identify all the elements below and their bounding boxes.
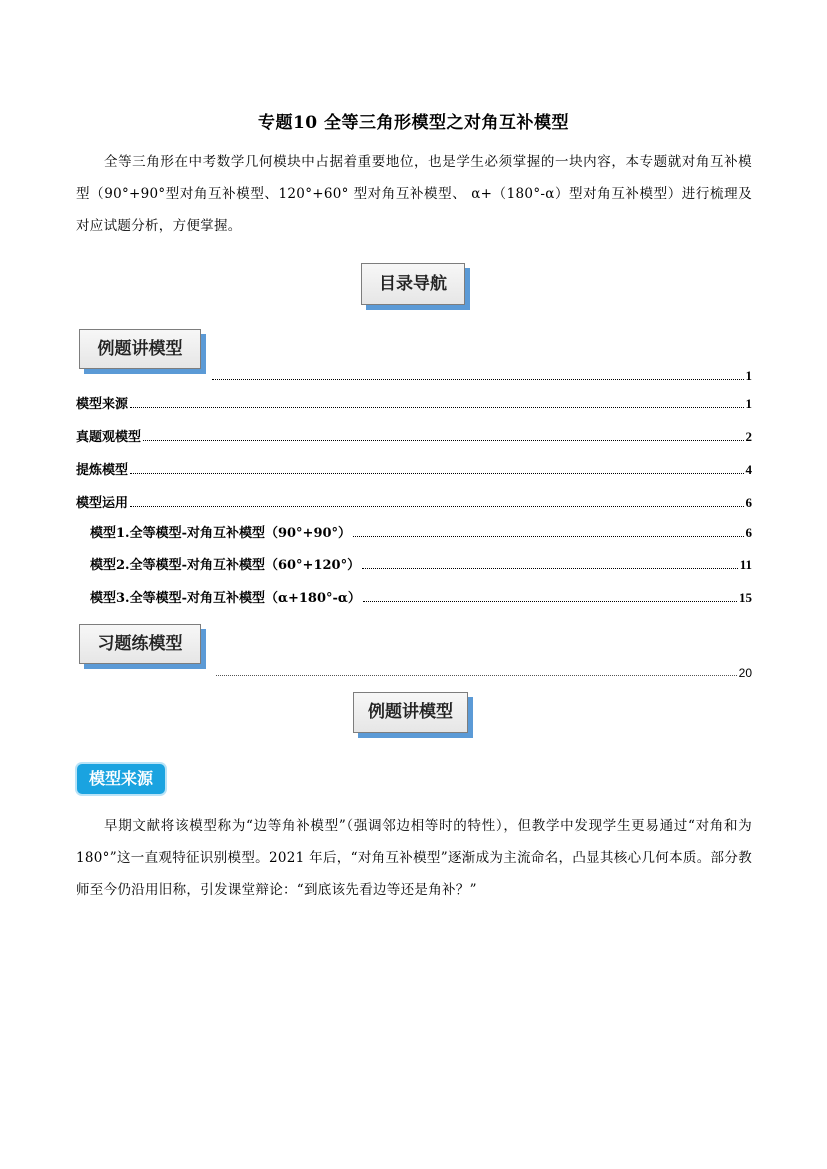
toc-item-label: 模型运用 — [76, 496, 129, 511]
toc-page: 11 — [739, 557, 752, 572]
toc-page: 20 — [738, 666, 752, 680]
toc-heading-box: 目录导航 — [361, 263, 465, 305]
leader-dots — [353, 535, 743, 537]
toc-page: 6 — [745, 525, 752, 540]
leader-dots — [130, 472, 743, 474]
toc-subitem[interactable] — [90, 553, 752, 573]
toc-item[interactable] — [76, 392, 752, 412]
toc-page: 4 — [745, 462, 752, 477]
toc-section2-box[interactable]: 习题练模型 — [79, 624, 201, 664]
toc-page: 1 — [745, 396, 752, 411]
leader-dots — [130, 505, 743, 507]
toc-item-label: 提炼模型 — [76, 463, 129, 478]
toc-subitem[interactable] — [90, 586, 752, 606]
toc-subitem-label: 模型2.全等模型-对角互补模型（60°+120°） — [90, 558, 361, 573]
toc-item[interactable] — [76, 458, 752, 478]
toc-item-label: 模型来源 — [76, 397, 129, 412]
toc-page: 15 — [739, 590, 752, 605]
toc-subitem[interactable] — [90, 521, 752, 541]
toc-item-label: 真题观模型 — [76, 430, 142, 445]
leader-dots — [212, 378, 744, 380]
leader-dots — [143, 439, 743, 441]
body-paragraph: 早期文献将该模型称为“边等角补模型”（强调邻边相等时的特性），但教学中发现学生更易通过“对角和为 180°”这一直观特征识别模型。2021 年后，“对角互补模型”逐渐成为主流命名，凸显其核心几何本质。部分教师至今仍沿用旧称，引发课堂辩论：“到底该先看边等还是角补？” — [76, 818, 752, 898]
toc-page: 6 — [745, 495, 752, 510]
toc-section2-row[interactable] — [214, 660, 752, 680]
leader-dots — [363, 600, 737, 602]
toc-subitem-label: 模型3.全等模型-对角互补模型（α+180°-α） — [90, 591, 361, 606]
toc-section1-row[interactable] — [210, 364, 752, 384]
leader-dots — [130, 406, 743, 408]
intro-paragraph: 全等三角形在中考数学几何模块中占据着重要地位，也是学生必须掌握的一块内容，本专题就对角互补模型（90°+90°型对角互补模型、120°+60° 型对角互补模型、 α+（180°-α）型对角互补模型）进行梳理及对应试题分析，方便掌握。 — [76, 154, 752, 234]
toc-subitem-label: 模型1.全等模型-对角互补模型（90°+90°） — [90, 526, 352, 541]
toc-section1-box[interactable]: 例题讲模型 — [79, 329, 201, 369]
page-title: 专题10 全等三角形模型之对角互补模型 — [257, 113, 570, 133]
toc-page: 1 — [745, 368, 752, 383]
leader-dots — [216, 674, 737, 676]
toc-page: 2 — [745, 429, 752, 444]
toc-item[interactable] — [76, 491, 752, 511]
section-badge: 模型来源 — [77, 764, 165, 794]
toc-item[interactable] — [76, 425, 752, 445]
section-heading-box: 例题讲模型 — [353, 692, 468, 733]
leader-dots — [362, 567, 738, 569]
